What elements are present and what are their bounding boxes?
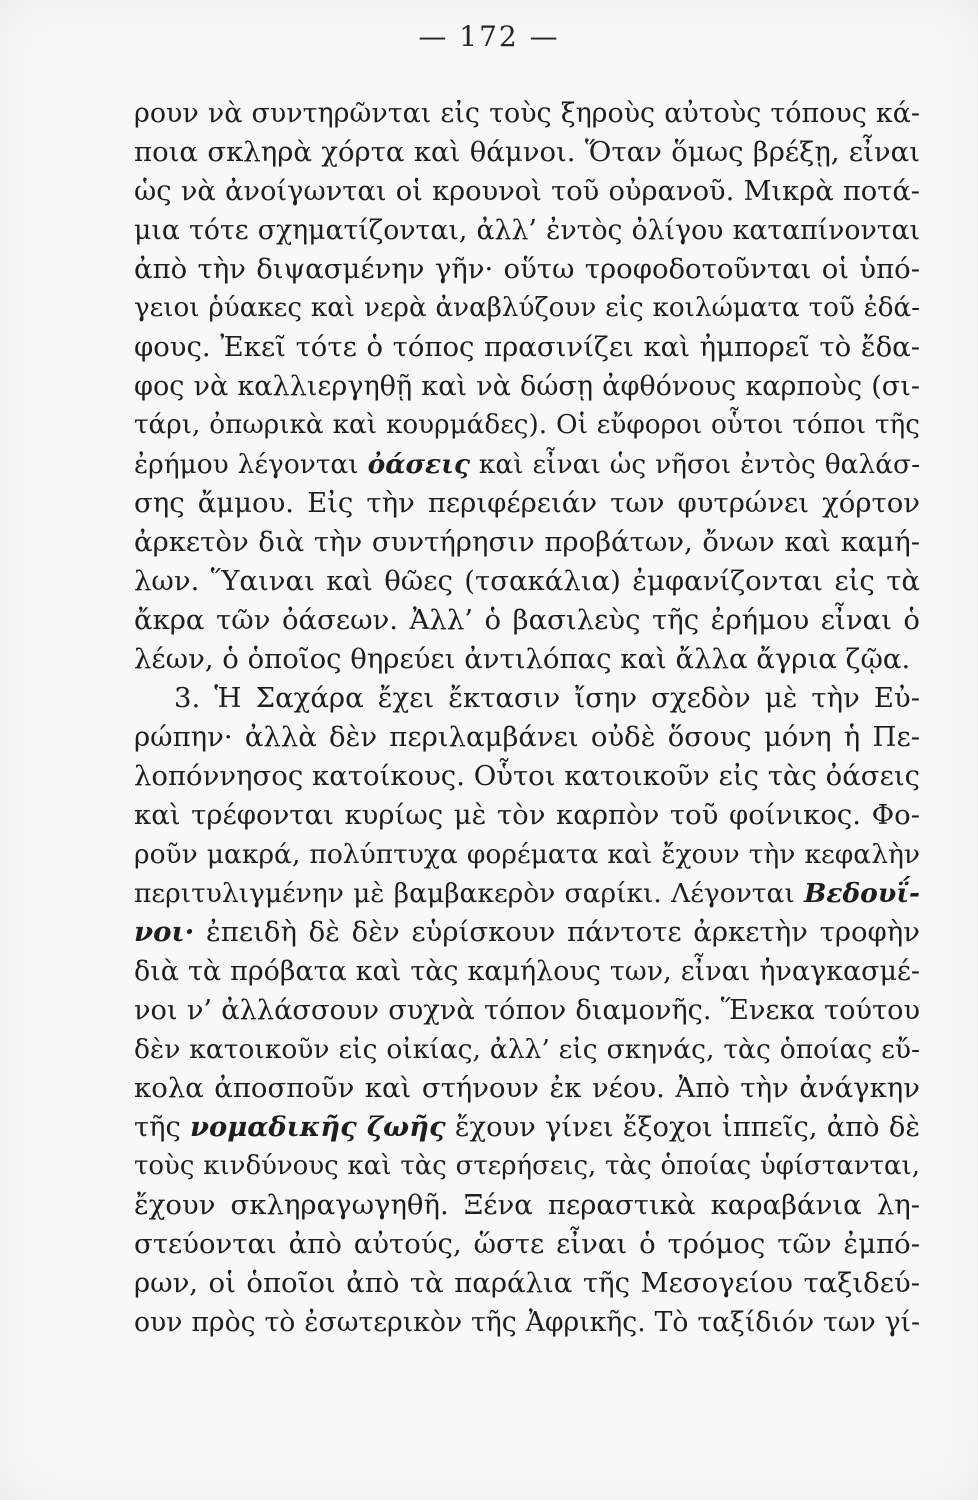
text-line: ἄκρα τῶν ὀάσεων. Ἀλλ’ ὁ βασιλεὺς τῆς ἐρήμου εἶναι ὁ [134,604,920,636]
text-line: τοὺς κινδύνους καὶ τὰς στερήσεις, τὰς ὁποίας ὑφίστανται, [134,1151,920,1181]
text-line: νοι ν’ ἀλλάσσουν συχνὰ τόπον διαμονῆς. Ἕνεκα τούτου [134,995,920,1026]
emphasis-term: Βεδουΐ- [804,878,920,909]
text-line: ροῦν μακρά, πολύπτυχα φορέματα καὶ ἔχουν τὴν κεφαλὴν [134,839,920,870]
text-line: ρων, οἱ ὁποῖοι ἀπὸ τὰ παράλια τῆς Μεσογείου ταξιδεύ- [134,1267,920,1299]
text-line: ἔχουν σκληραγωγηθῆ. Ξένα περαστικὰ καραβάνια λη- [134,1189,920,1221]
emphasis-term: νοι· [134,916,195,948]
text-run: ἔχουν γίνει ἔξοχοι ἱππεῖς, ἀπὸ δὲ [445,1112,921,1143]
text-line [134,913,920,952]
text-line: κολα ἀποσποῦν καὶ στήνουν ἐκ νέου. Ἀπὸ τὴν ἀνάγκην [134,1072,920,1104]
text-run: καὶ εἶναι ὡς νῆσοι ἐντὸς θαλάσ- [469,449,920,480]
text-run: περιτυλιγμένην μὲ βαμβακερὸν σαρίκι. Λέγονται [134,878,804,909]
text-line: μια τότε σχηματίζονται, ἀλλ’ ἐντὸς ὀλίγου καταπίνονται [134,215,920,246]
text-line [134,874,920,913]
text-line: 3. Ἡ Σαχάρα ἔχει ἔκτασιν ἴσην σχεδὸν μὲ τὴν Εὐ- [174,682,920,714]
text-run: ἐρήμου λέγονται [134,449,368,480]
emphasis-term: νομαδικῆς ζωῆς [190,1111,446,1143]
text-line: λων. Ὕαιναι καὶ θῶες (τσακάλια) ἐμφανίζονται εἰς τὰ [134,565,920,597]
text-line [134,445,920,484]
text-line: φος νὰ καλλιεργηθῇ καὶ νὰ δώσῃ ἀφθόνους καρποὺς (σι- [134,371,920,402]
text-line: ἀρκετὸν διὰ τὴν συντήρησιν προβάτων, ὄνων καὶ καμή- [134,526,920,558]
text-line: ρουν νὰ συντηρῶνται εἰς τοὺς ξηροὺς αὐτοὺς τόπους κά- [134,98,920,129]
text-line: λέων, ὁ ὁποῖος θηρεύει ἀντιλόπας καὶ ἄλλα ἄγρια ζῷα. [134,643,911,675]
text-run: τῆς [134,1112,191,1143]
text-line: λοπόννησος κατοίκους. Οὗτοι κατοικοῦν εἰς τὰς ὀάσεις [134,760,920,792]
text-run: ἐπειδὴ δὲ δὲν εὑρίσκουν πάντοτε ἀρκετὴν τροφὴν [194,916,920,948]
text-line: ὡς νὰ ἀνοίγωνται οἱ κρουνοὶ τοῦ οὐρανοῦ. Μικρὰ ποτά- [134,176,920,207]
text-line: στεύονται ἀπὸ αὐτούς, ὥστε εἶναι ὁ τρόμος τῶν ἐμπό- [134,1228,920,1260]
text-line: διὰ τὰ πρόβατα καὶ τὰς καμήλους των, εἶναι ἠναγκασμέ- [134,956,920,987]
text-line: σης ἄμμου. Εἰς τὴν περιφέρειάν των φυτρώνει χόρτον [134,487,920,519]
text-line: τάρι, ὀπωρικὰ καὶ κουρμάδες). Οἱ εὔφοροι οὗτοι τόποι τῆς [134,410,920,440]
text-line: ποια σκληρὰ χόρτα καὶ θάμνοι. Ὅταν ὅμως βρέξῃ, εἶναι [134,136,920,168]
text-line [134,1108,920,1147]
text-line: ρώπην· ἀλλὰ δὲν περιλαμβάνει οὐδὲ ὅσους μόνη ἡ Πε- [134,721,920,753]
emphasis-term: ὀάσεις [367,449,470,480]
text-line: γειοι ῥύακες καὶ νερὰ ἀναβλύζουν εἰς κοιλώματα τοῦ ἐδά- [134,293,920,323]
text-line: ουν πρὸς τὸ ἐσωτερικὸν τῆς Ἀφρικῆς. Τὸ ταξίδιόν των γί- [134,1307,920,1338]
text-line: δὲν κατοικοῦν εἰς οἰκίας, ἀλλ’ εἰς σκηνάς, τὰς ὁποίας εὔ- [134,1034,920,1065]
page-number: — 172 — [418,20,560,53]
text-line: ἀπὸ τὴν διψασμένην γῆν· οὕτω τροφοδοτοῦνται οἱ ὑπό- [134,253,920,285]
text-line: καὶ τρέφονται κυρίως μὲ τὸν καρπὸν τοῦ φοίνικος. Φο- [134,799,920,831]
body-text [134,94,920,1342]
text-line: φους. Ἐκεῖ τότε ὁ τόπος πρασινίζει καὶ ἠμπορεῖ τὸ ἔδα- [134,331,920,363]
